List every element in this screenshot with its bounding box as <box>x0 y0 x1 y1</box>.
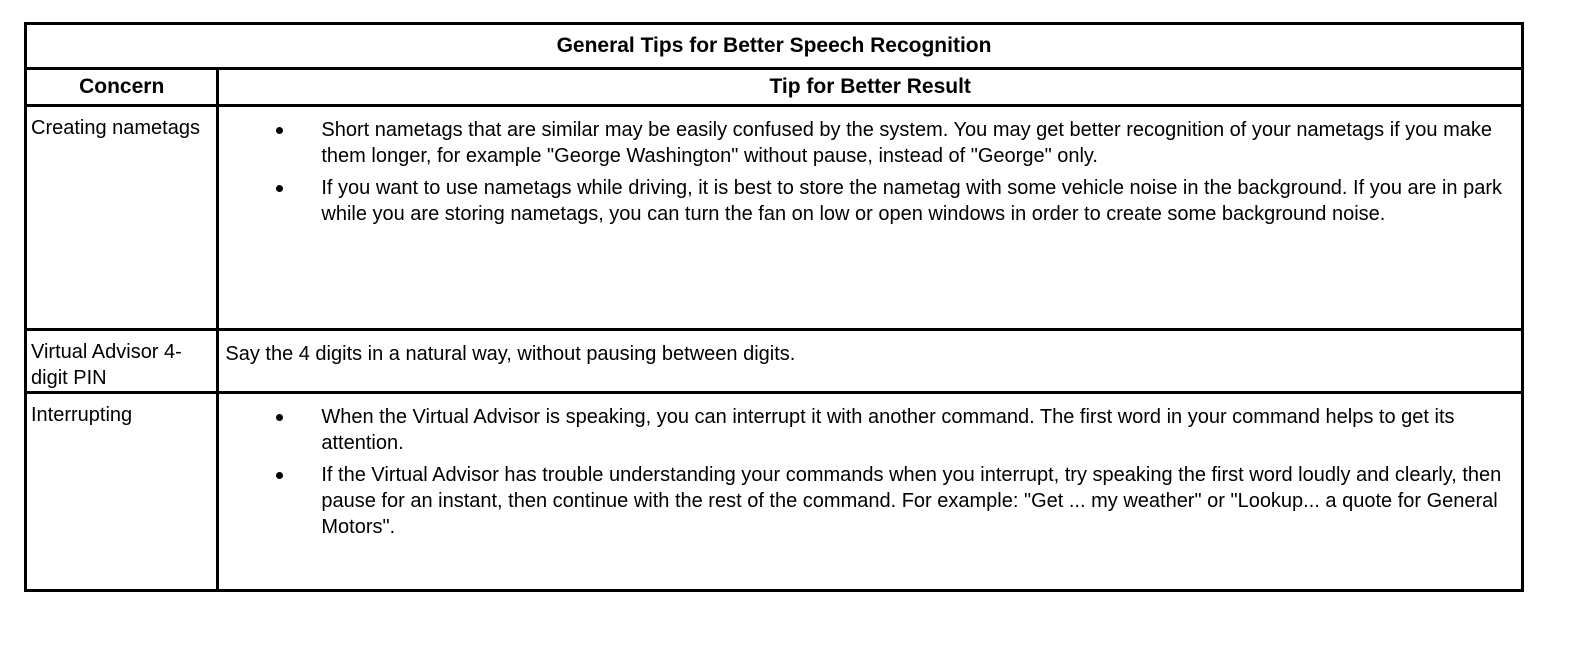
list-item <box>321 117 1509 169</box>
concern-cell: Virtual Advisor 4-digit PIN <box>26 330 218 393</box>
list-item <box>321 404 1509 456</box>
bullet-icon <box>276 185 283 192</box>
table-title: General Tips for Better Speech Recognition <box>26 24 1523 69</box>
bullet-icon <box>276 414 283 421</box>
concern-cell: Creating nametags <box>26 106 218 330</box>
tip-cell <box>218 393 1523 591</box>
tip-text: Short nametags that are similar may be easily confused by the system. You may get better recognition of your nametags if you make them longer, for example "George Washington" without pause, instead of "George" only. <box>321 119 1492 167</box>
table-row <box>26 106 1523 330</box>
header-tip: Tip for Better Result <box>218 69 1523 106</box>
table-header-row <box>26 69 1523 106</box>
tip-list <box>225 117 1509 227</box>
tip-text: Say the 4 digits in a natural way, without pausing between digits. <box>225 343 796 365</box>
bullet-icon <box>276 472 283 479</box>
table-title-row <box>26 24 1523 69</box>
tip-text: When the Virtual Advisor is speaking, you can interrupt it with another command. The first word in your command helps to get its attention. <box>321 406 1455 454</box>
list-item <box>321 462 1509 540</box>
table-row <box>26 330 1523 393</box>
header-concern: Concern <box>26 69 218 106</box>
list-item <box>321 175 1509 227</box>
tip-text: If the Virtual Advisor has trouble understanding your commands when you interrupt, try speaking the first word loudly and clearly, then pause for an instant, then continue with the rest of the command. For example: "Get ... my weather" or "Lookup... a quote for General Motors". <box>321 464 1502 538</box>
tip-list <box>225 404 1509 540</box>
tip-cell <box>218 106 1523 330</box>
table-row <box>26 393 1523 591</box>
concern-cell: Interrupting <box>26 393 218 591</box>
bullet-icon <box>276 127 283 134</box>
tip-cell <box>218 330 1523 393</box>
speech-tips-table <box>24 22 1524 592</box>
tip-text: If you want to use nametags while driving, it is best to store the nametag with some vehicle noise in the background. If you are in park while you are storing nametags, you can turn the fan on low or open windows in order to create some background noise. <box>321 177 1503 225</box>
